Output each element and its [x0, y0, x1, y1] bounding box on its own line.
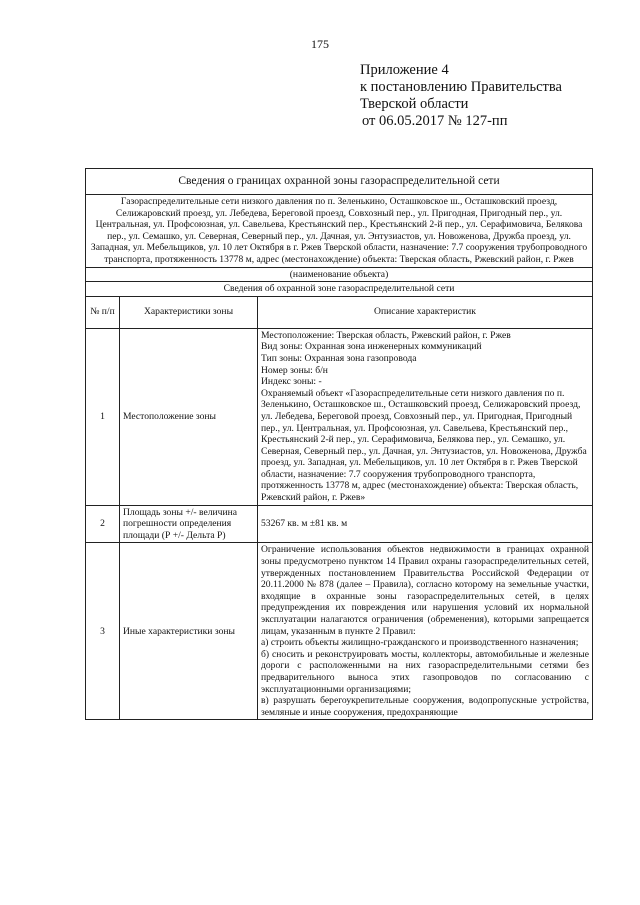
table-row [86, 543, 593, 720]
table-row [86, 505, 593, 543]
description-line: в) разрушать берегоукрепительные сооружения, водопропускные устройства, земляные и иные сооружения, предохраняющие [261, 695, 590, 718]
description-line: а) строить объекты жилищно-гражданского и производственного назначения; [261, 637, 579, 649]
table-row [86, 328, 593, 505]
header-num: № п/п [86, 296, 120, 328]
description-line: Ограничение использования объектов недвижимости в границах охранной зоны предусмотрено пунктом 14 Правил охраны газораспределительных сетей, утвержденных постановлением Правительства Российской Федерации от 20.11.2000 № 878 (далее – Правила), согласно которому на земельные участки, входящие в охранные зоны газораспределительных сетей, в целях предупреждения их повреждения или нарушения условий их нормальной эксплуатации налагаются ограничения (обременения), которыми запрещается лицам, указанным в пункте 2 Правил: [261, 544, 590, 637]
row-number: 1 [86, 328, 120, 505]
row-description: 53267 кв. м ±81 кв. м [258, 505, 593, 543]
description-line: Вид зоны: Охранная зона инженерных коммуникаций [261, 341, 482, 353]
header-characteristic: Характеристики зоны [120, 296, 258, 328]
row-characteristic: Местоположение зоны [120, 328, 258, 505]
object-caption: (наименование объекта) [86, 267, 593, 282]
appendix-line-2: к постановлению Правительства [360, 79, 562, 95]
row-characteristic: Площадь зоны +/- величина погрешности определения площади (Р +/- Дельта Р) [120, 505, 258, 543]
description-line: Индекс зоны: - [261, 376, 322, 388]
row-description [258, 543, 593, 720]
description-line: б) сносить и реконструировать мосты, коллекторы, автомобильные и железные дороги с расположенными на них газораспределительными сетями без предварительного выноса этих газопроводов по согласованию с эксплуатационными организациями; [261, 648, 590, 695]
description-line: Номер зоны: б/н [261, 364, 328, 376]
appendix-line-4: от 06.05.2017 № 127-пп [362, 113, 508, 129]
header-description: Описание характеристик [258, 296, 593, 328]
row-number: 2 [86, 505, 120, 543]
page-number: 175 [311, 37, 329, 51]
protection-zone-table [85, 168, 593, 720]
appendix-line-3: Тверской области [360, 96, 469, 112]
appendix-header [360, 62, 562, 130]
section-title: Сведения об охранной зоне газораспределительной сети [86, 282, 593, 297]
description-line: Охраняемый объект «Газораспределительные сети низкого давления по п. Зеленькино, Осташковское ш., Осташковский проезд, Селижаровский проезд, ул. Лебедева, Береговой проезд, Совхозный пер., ул. Пригодная, Пригодный пер., ул. Центральная, ул. Профсоюзная, ул. Савельева, Крестьянский пер., Крестьянский 2-й пер., ул. Серафимовича, Белякова пер., ул. Семашко, ул. Северная, Северный пер., ул. Дачная, ул. Энтузиастов, ул. Новоженова, Дружба проезд, ул. Западная, ул. Мебельщиков, ул. 10 лет Октября в г. Ржев Тверской области, назначение: 7.7 сооружения трубопроводного транспорта, протяженность 13778 м, адрес (местонахождение) объекта: Тверская область, Ржевский район, г. Ржев» [261, 387, 587, 504]
row-description [258, 328, 593, 505]
description-line: Тип зоны: Охранная зона газопровода [261, 352, 417, 364]
table-title: Сведения о границах охранной зоны газораспределительной сети [86, 169, 593, 195]
row-number: 3 [86, 543, 120, 720]
appendix-line-1: Приложение 4 [360, 62, 449, 78]
description-line: Местоположение: Тверская область, Ржевский район, г. Ржев [261, 329, 511, 341]
object-description: Газораспределительные сети низкого давления по п. Зеленькино, Осташковское ш., Осташковский проезд, Селижаровский проезд, ул. Лебедева, Береговой проезд, Совхозный пер., ул. Пригодная, Пригодный пер., ул. Центральная, ул. Профсоюзная, ул. Савельева, Крестьянский пер., Крестьянский 2-й пер., ул. Серафимовича, Белякова пер., ул. Семашко, ул. Северная, Северный пер., ул. Дачная, ул. Энтузиастов, ул. Новоженова, Дружба проезд, ул. Западная, ул. Мебельщиков, ул. 10 лет Октября в г. Ржев Тверской области, назначение: 7.7 сооружения трубопроводного транспорта, протяженность 13778 м, адрес (местонахождение) объекта: Тверская область, Ржевский район, г. Ржев [86, 195, 593, 268]
row-characteristic: Иные характеристики зоны [120, 543, 258, 720]
